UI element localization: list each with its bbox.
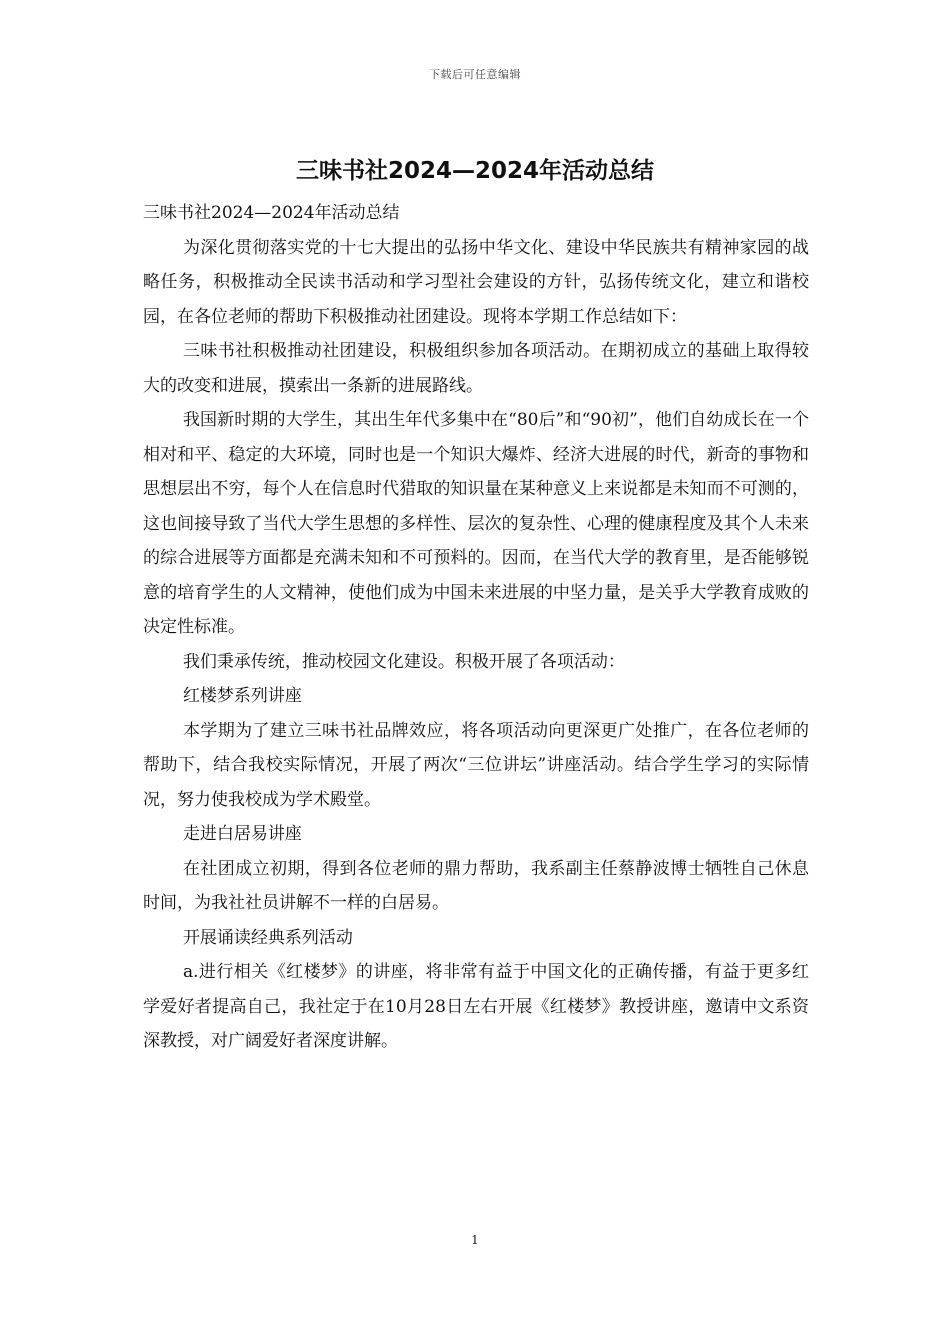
paragraph-activities-intro: 我们秉承传统，推动校园文化建设。积极开展了各项活动： xyxy=(182,651,625,672)
section-heading-hongloumeng: 红楼梦系列讲座 xyxy=(182,686,302,706)
paragraph-classics-a: a.进行相关《红楼梦》的讲座，将非常有益于中国文化的正确传播，有益于更多红学爱好者提高自己，我社定于在10月28日左右开展《红楼梦》教授讲座，邀请中文系资深教授，对广阔爱好者深度讲解。 xyxy=(143,962,809,1051)
paragraph-hongloumeng: 本学期为了建立三味书社品牌效应，将各项活动向更深更广处推广，在各位老师的帮助下，结合我校实际情况，开展了两次“三位讲坛”讲座活动。结合学生学习的实际情况，努力使我校成为学术殿堂。 xyxy=(143,720,809,810)
document-body xyxy=(143,196,809,1059)
paragraph-baijuyi: 在社团成立初期，得到各位老师的鼎力帮助，我系副主任蔡静波博士牺牲自己休息时间，为我社社员讲解不一样的白居易。 xyxy=(143,858,809,913)
document-title: 三味书社2024—2024年活动总结 xyxy=(295,158,655,184)
document-subtitle: 三味书社2024—2024年活动总结 xyxy=(143,203,400,223)
header-note: 下载后可任意编辑 xyxy=(429,68,521,81)
paragraph-club-building: 三味书社积极推动社团建设，积极组织参加各项活动。在期初成立的基础上取得较大的改变和进展，摸索出一条新的进展路线。 xyxy=(143,341,809,396)
paragraph-students: 我国新时期的大学生，其出生年代多集中在“80后”和“90初”，他们自幼成长在一个相对和平、稳定的大环境，同时也是一个知识大爆炸、经济大进展的时代，新奇的事物和思想层出不穷，每个人在信息时代猎取的知识量在某种意义上来说都是未知而不可测的，这也间接导致了当代大学生思想的多样性、层次的复杂性、心理的健康程度及其个人未来的综合进展等方面都是充满未知和不可预料的。因而，在当代大学的教育里，是否能够锐意的培育学生的人文精神，使他们成为中国未来进展的中坚力量，是关乎大学教育成败的决定性标准。 xyxy=(143,410,809,637)
page-number: 1 xyxy=(471,1233,479,1247)
section-heading-baijuyi: 走进白居易讲座 xyxy=(182,824,302,844)
paragraph-intro: 为深化贯彻落实党的十七大提出的弘扬中华文化、建设中华民族共有精神家园的战略任务，积极推动全民读书活动和学习型社会建设的方针，弘扬传统文化，建立和谐校园，在各位老师的帮助下积极推动社团建设。现将本学期工作总结如下： xyxy=(143,237,809,327)
section-heading-classics: 开展诵读经典系列活动 xyxy=(182,927,353,948)
